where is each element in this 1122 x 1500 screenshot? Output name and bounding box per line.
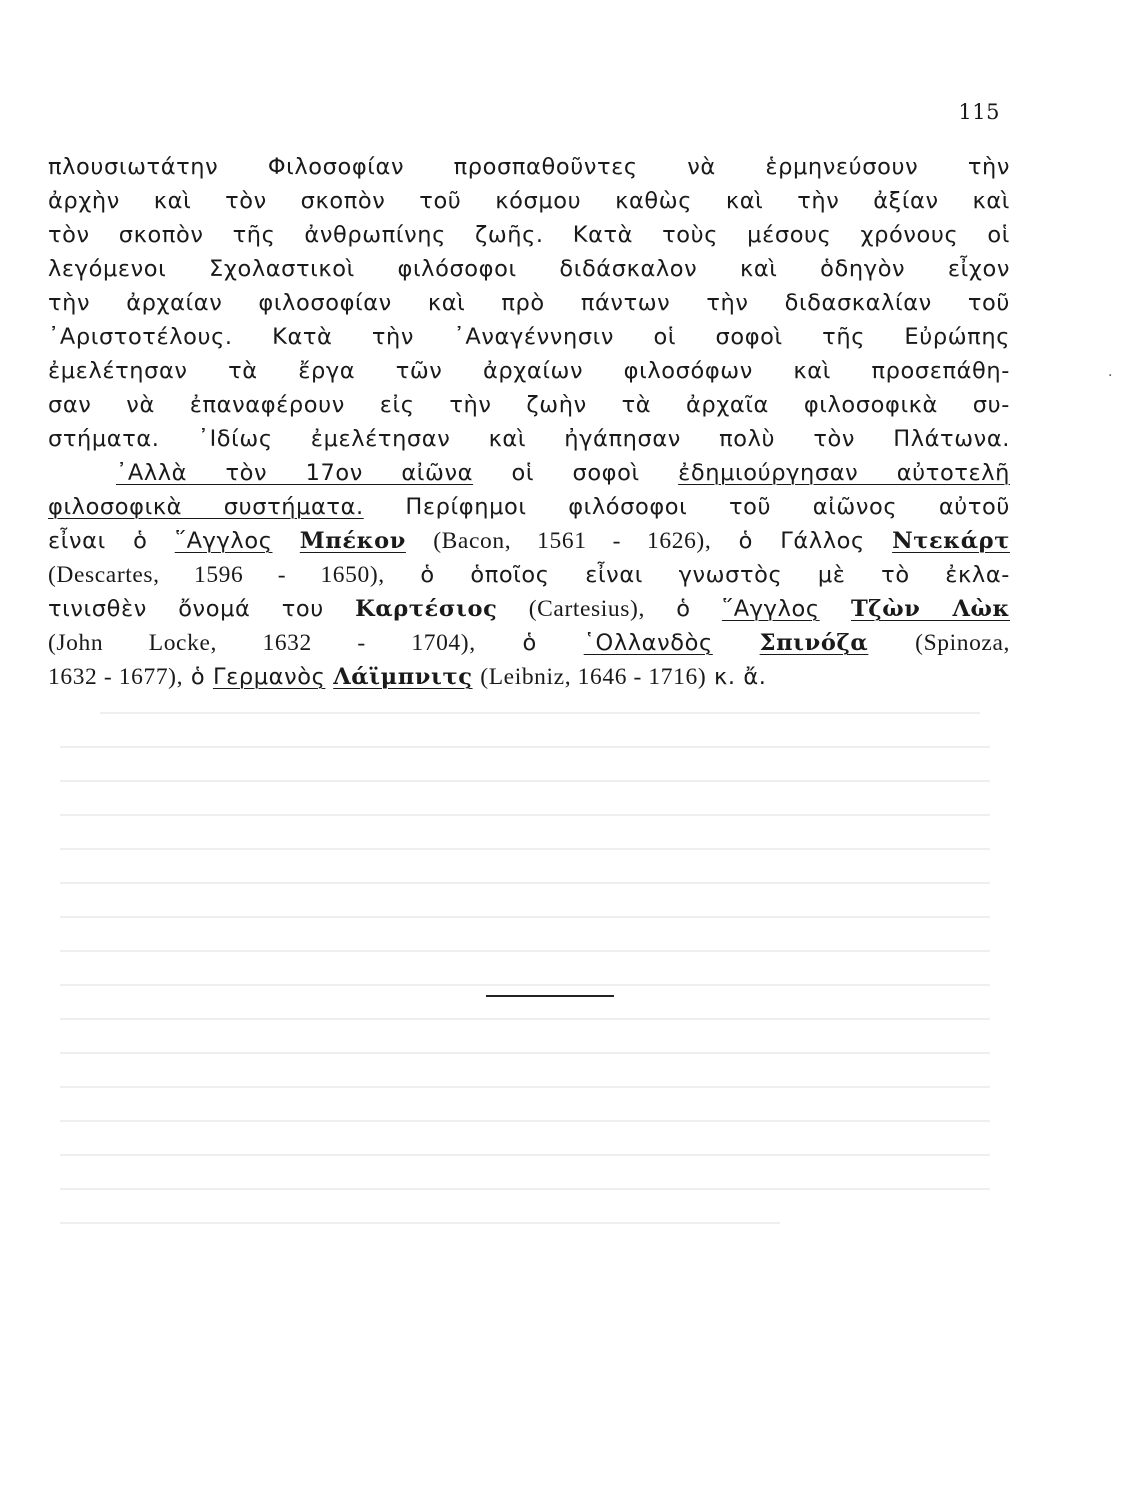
bleed-line [60, 1188, 990, 1190]
margin-tick-mark: · [1108, 368, 1113, 384]
bleed-line [60, 984, 990, 986]
paragraph-2 [48, 456, 1010, 694]
text-line: ἀρχὴν καὶ τὸν σκοπὸν τοῦ κόσμου καθὼς καὶ τὴν ἀξίαν καὶ [48, 188, 1010, 214]
text-run: οἱ σοφοὶ [473, 460, 679, 486]
text-line: σαν νὰ ἐπαναφέρουν εἰς τὴν ζωὴν τὰ ἀρχαῖα φιλοσοφικὰ συ- [48, 392, 1010, 418]
page-number: 115 [958, 100, 1000, 124]
underlined-phrase: Γερμανὸς [212, 664, 326, 690]
text-line [48, 456, 1010, 490]
reverse-side-bleed-through [60, 700, 1020, 1260]
text-line [48, 490, 1010, 524]
text-line [48, 626, 1010, 660]
bleed-line [60, 1086, 990, 1088]
philosopher-name: Λάϊμπνιτς [333, 664, 473, 690]
philosopher-name: Μπέκον [299, 528, 406, 554]
text-run: εἶναι ὁ [48, 528, 175, 554]
bleed-line [60, 1120, 990, 1122]
latin-name: (Spinoza, [915, 630, 1010, 656]
bleed-line [60, 1222, 780, 1224]
text-run [406, 528, 433, 554]
text-line: στήματα. ᾿Ιδίως ἐμελέτησαν καὶ ἠγάπησαν πολὺ τὸν Πλάτωνα. [48, 426, 1010, 452]
text-run: κ. ἄ. [706, 664, 767, 690]
latin-name-dates: (Bacon, 1561 - 1626), [433, 528, 712, 554]
underlined-phrase: ῞Αγγλος [721, 596, 820, 622]
text-run [497, 596, 528, 622]
text-run: τινισθὲν ὄνομά του [48, 596, 356, 622]
latin-dates: 1632 - 1677), [48, 664, 184, 690]
philosopher-name: Σπινόζα [759, 630, 869, 656]
text-line [48, 660, 1010, 694]
text-line: λεγόμενοι Σχολαστικοὶ φιλόσοφοι διδάσκαλον καὶ ὁδηγὸν εἶχον [48, 256, 1010, 282]
body-text [48, 150, 1010, 694]
philosopher-name: Καρτέσιος [355, 596, 498, 622]
text-line [48, 524, 1010, 558]
text-run [273, 528, 300, 554]
bleed-line [60, 950, 990, 952]
bleed-line [60, 814, 990, 816]
text-line: ᾿Αριστοτέλους. Κατὰ τὴν ᾿Αναγέννησιν οἱ σοφοὶ τῆς Εὐρώπης [48, 324, 1010, 350]
underlined-phrase: φιλοσοφικὰ συστήματα. [48, 494, 364, 520]
latin-name-dates: (Descartes, 1596 - 1650), [48, 562, 385, 588]
bleed-line [60, 882, 990, 884]
bleed-line [60, 780, 990, 782]
underlined-phrase: ῾Ολλανδὸς [583, 630, 713, 656]
bleed-line [60, 1018, 990, 1020]
text-run: ὁ [644, 596, 722, 622]
text-run [868, 630, 915, 656]
text-line: τὸν σκοπὸν τῆς ἀνθρωπίνης ζωῆς. Κατὰ τοὺς μέσους χρόνους οἱ [48, 222, 1010, 248]
text-line [48, 592, 1010, 626]
text-line: τὴν ἀρχαίαν φιλοσοφίαν καὶ πρὸ πάντων τὴν διδασκαλίαν τοῦ [48, 290, 1010, 316]
text-line [48, 558, 1010, 592]
bleed-line [60, 916, 990, 918]
philosopher-name: Τζὼν Λὼκ [850, 596, 1010, 622]
text-run: ὁ Γάλλος [711, 528, 893, 554]
bleed-line [100, 712, 980, 714]
underlined-phrase: ᾿Αλλὰ τὸν 17ον αἰῶνα [116, 460, 474, 486]
text-line: ἐμελέτησαν τὰ ἔργα τῶν ἀρχαίων φιλοσόφων καὶ προσεπάθη- [48, 358, 1010, 384]
latin-name: (Cartesius), [528, 596, 645, 622]
paragraph-1 [48, 150, 1010, 456]
text-run: Περίφημοι φιλόσοφοι τοῦ αἰῶνος αὐτοῦ [363, 494, 1010, 520]
text-run [713, 630, 760, 656]
bleed-line [60, 746, 990, 748]
underlined-phrase: ῞Αγγλος [174, 528, 273, 554]
text-line: πλουσιωτάτην Φιλοσοφίαν προσπαθοῦντες νὰ ἑρμηνεύσουν τὴν [48, 154, 1010, 180]
philosopher-name: Ντεκάρτ [892, 528, 1010, 554]
text-run: ὁ [183, 664, 213, 690]
bleed-line [60, 848, 990, 850]
underlined-phrase: ἐδημιούργησαν αὐτοτελῆ [678, 460, 1010, 486]
latin-name-dates: (John Locke, 1632 - 1704), [48, 630, 476, 656]
bleed-line [60, 1052, 990, 1054]
text-run: ὁ [475, 630, 584, 656]
section-separator-rule [486, 995, 614, 997]
text-run: ὁ ὁποῖος εἶναι γνωστὸς μὲ τὸ ἐκλα- [384, 562, 1010, 588]
latin-name-dates: (Leibniz, 1646 - 1716) [480, 664, 707, 690]
text-run [820, 596, 851, 622]
bleed-line [60, 1154, 990, 1156]
